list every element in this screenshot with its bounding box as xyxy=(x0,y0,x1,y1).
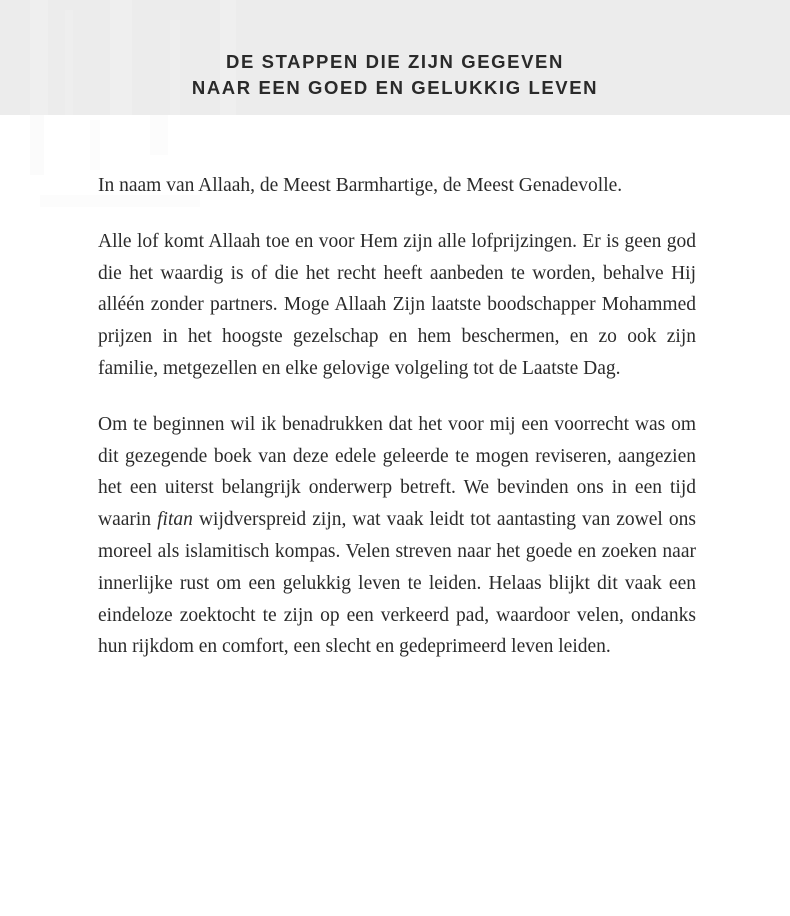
paragraph-opening: In naam van Allaah, de Meest Barmhartige, de Meest Genadevolle. xyxy=(98,175,623,196)
page-title xyxy=(0,49,790,101)
paragraph-introduction-part-2: wijdverspreid zijn, wat vaak leidt tot aantasting van zowel ons moreel als islamitisch kompas. Velen streven naar het goede en zoeken naar innerlijke rust om een gelukkig leven te leiden. Helaas blijkt dit vaak een eindeloze zoektocht te zijn op een verkeerd pad, waardoor velen, ondanks hun rijkdom en comfort, een slecht en gedeprimeerd leven leiden. xyxy=(98,509,696,658)
header-band xyxy=(0,0,790,115)
title-line-1: DE STAPPEN DIE ZIJN GEGEVEN xyxy=(226,51,564,72)
body-text xyxy=(98,170,696,687)
paragraph-introduction xyxy=(98,409,696,663)
paragraph-introduction-part-1: Om te beginnen wil ik benadrukken dat het voor mij een voorrecht was om dit gezegende boek van deze edele geleerde te mogen reviseren, aangezien het een uiterst belangrijk onderwerp betreft. We bevinden ons in een tijd waarin xyxy=(98,413,696,531)
paragraph-praise: Alle lof komt Allaah toe en voor Hem zijn alle lofprijzingen. Er is geen god die het waardig is of die het recht heeft aanbeden te worden, behalve Hij alléén zonder partners. Moge Allaah Zijn laatste boodschapper Mohammed prijzen in het hoogste gezelschap en hem beschermen, en zo ook zijn familie, metgezellen en elke gelovige volgeling tot de Laatste Dag. xyxy=(98,230,696,379)
title-line-2: NAAR EEN GOED EN GELUKKIG LEVEN xyxy=(191,77,599,98)
italic-term: fitan xyxy=(157,509,193,531)
